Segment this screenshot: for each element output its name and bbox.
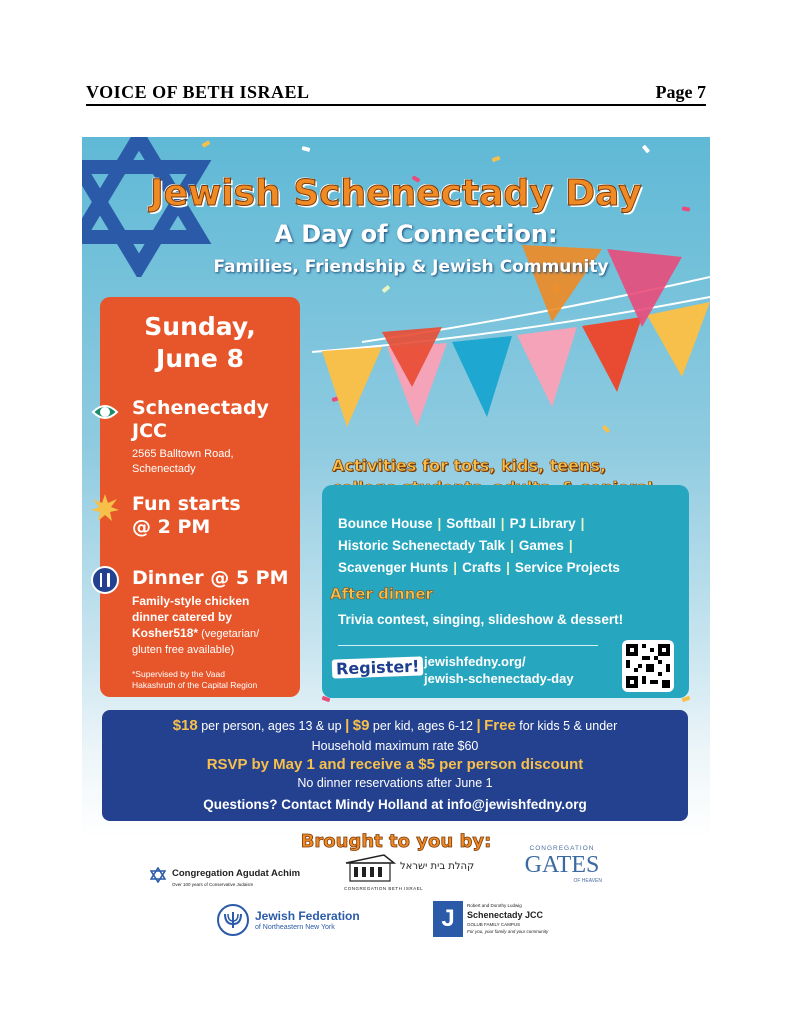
qr-code-icon[interactable] [622,640,674,692]
event-date [100,311,300,375]
activities-list [338,513,620,579]
household-max: Household maximum rate $60 [311,739,479,753]
footnote-line-1: *Supervised by the Vaad [132,669,225,679]
event-title: Jewish Schenectady Day [150,173,642,214]
adult-price-text: per person, ages 13 & up [197,719,346,733]
gates-name: GATES [524,852,600,878]
after-dinner-text: Trivia contest, singing, slideshow & dessert! [338,612,624,627]
separator: | [437,516,442,531]
date-line-2: June 8 [156,344,244,373]
registration-url[interactable] [424,653,574,687]
separator: | [580,516,585,531]
event-flyer [82,137,710,952]
separator: | [345,717,350,734]
federation-region: of Northeastern New York [255,924,335,931]
sponsors-heading: Brought to you by: [300,831,492,852]
contact-line: Questions? Contact Mindy Holland at info@jewishfedny.org [203,797,587,812]
synagogue-building-icon [344,853,396,883]
location-name-line-1: Schenectady [132,397,269,419]
activity-item: Bounce House [338,516,433,531]
divider [338,645,598,646]
free-label: Free [484,717,516,734]
dietary-note: (vegetarian/ [198,628,260,640]
start-time-line-2: @ 2 PM [132,516,211,538]
separator: | [476,717,481,734]
separator: | [568,538,573,553]
dinner-desc-line-3 [132,625,292,642]
event-subtitle: A Day of Connection: [274,220,558,248]
activity-item: Games [518,538,564,553]
star-of-david-icon [150,867,166,883]
schenectady-jcc-logo [433,901,559,939]
pricing-line [102,717,688,734]
menorah-icon [217,904,249,936]
url-line-2[interactable]: jewish-schenectady-day [424,671,574,686]
gates-of-heaven-logo [522,845,602,897]
page-header [86,82,706,106]
rsvp-discount: RSVP by May 1 and receive a $5 per person discount [206,756,584,773]
activity-item: Crafts [462,560,502,575]
dinner-cutoff: No dinner reservations after June 1 [297,776,493,790]
activity-item: Scavenger Hunts [338,560,449,575]
sun-burst-icon [90,493,120,523]
date-line-1: Sunday, [144,312,256,341]
footnote-line-2: Hakashruth of the Capital Region [132,680,258,690]
jewish-federation-logo [217,904,367,940]
newsletter-title: VOICE OF BETH ISRAEL [86,82,310,102]
caterer-name: Kosher518* [132,626,199,640]
jcc-name: Schenectady JCC [467,910,544,920]
address-line-1: 2565 Balltown Road, [132,448,234,460]
location-name [132,397,269,443]
adult-price: $18 [172,717,198,734]
dinner-description [132,593,292,658]
start-time [132,493,241,539]
activity-item: Softball [446,516,496,531]
free-text: for kids 5 & under [515,719,618,733]
dinner-desc-line-4: gluten free available) [132,644,235,656]
agudat-achim-logo [150,867,310,895]
qr-code-graphic [626,644,670,688]
jcc-donor-text: Robert and Dorothy Ludwig [467,903,522,908]
gates-top-text: CONGREGATION [529,845,595,852]
separator: | [510,538,514,553]
dinner-utensils-icon [90,565,120,595]
activity-item: Service Projects [514,560,620,575]
jcc-campus: GOLUB FAMILY CAMPUS [467,922,521,927]
dinner-title: Dinner @ 5 PM [132,567,289,589]
jcc-tagline: For you, your family and your community [467,929,549,934]
pricing-panel [102,710,688,821]
activities-panel [322,485,689,698]
beth-israel-name: CONGREGATION BETH ISRAEL [344,886,424,891]
event-details-panel [100,297,300,697]
location-pin-icon [90,397,120,427]
location-address [132,447,234,477]
dinner-desc-line-1: Family-style chicken [132,594,250,608]
beth-israel-logo [344,853,475,897]
activities-heading-line-1: Activities for tots, kids, teens, [332,456,606,475]
activity-item: PJ Library [509,516,576,531]
location-name-line-2: JCC [132,420,167,442]
address-line-2: Schenectady [132,463,196,475]
jcc-j-icon: J [433,901,463,937]
url-line-1[interactable]: jewishfedny.org/ [424,654,526,669]
page-number: Page 7 [655,82,706,102]
federation-name: Jewish Federation [255,909,360,923]
kid-price: $9 [352,717,370,734]
beth-israel-hebrew: קהלת בית ישראל [400,861,475,872]
kid-price-text: per kid, ages 6-12 [369,719,477,733]
after-dinner-heading: After dinner [330,585,433,603]
agudat-subtitle: Over 100 years of Conservative Judaism [172,882,254,887]
dinner-desc-line-2: dinner catered by [132,610,233,624]
start-time-line-1: Fun starts [132,493,241,515]
activity-item: Historic Schenectady Talk [338,538,506,553]
separator: | [453,560,458,575]
gates-subtitle: OF HEAVEN [573,878,602,884]
separator: | [500,516,505,531]
event-tagline: Families, Friendship & Jewish Community [213,257,609,277]
separator: | [506,560,510,575]
register-label: Register! [332,656,424,678]
agudat-name: Congregation Agudat Achim [172,868,301,879]
kosher-footnote [132,669,292,691]
